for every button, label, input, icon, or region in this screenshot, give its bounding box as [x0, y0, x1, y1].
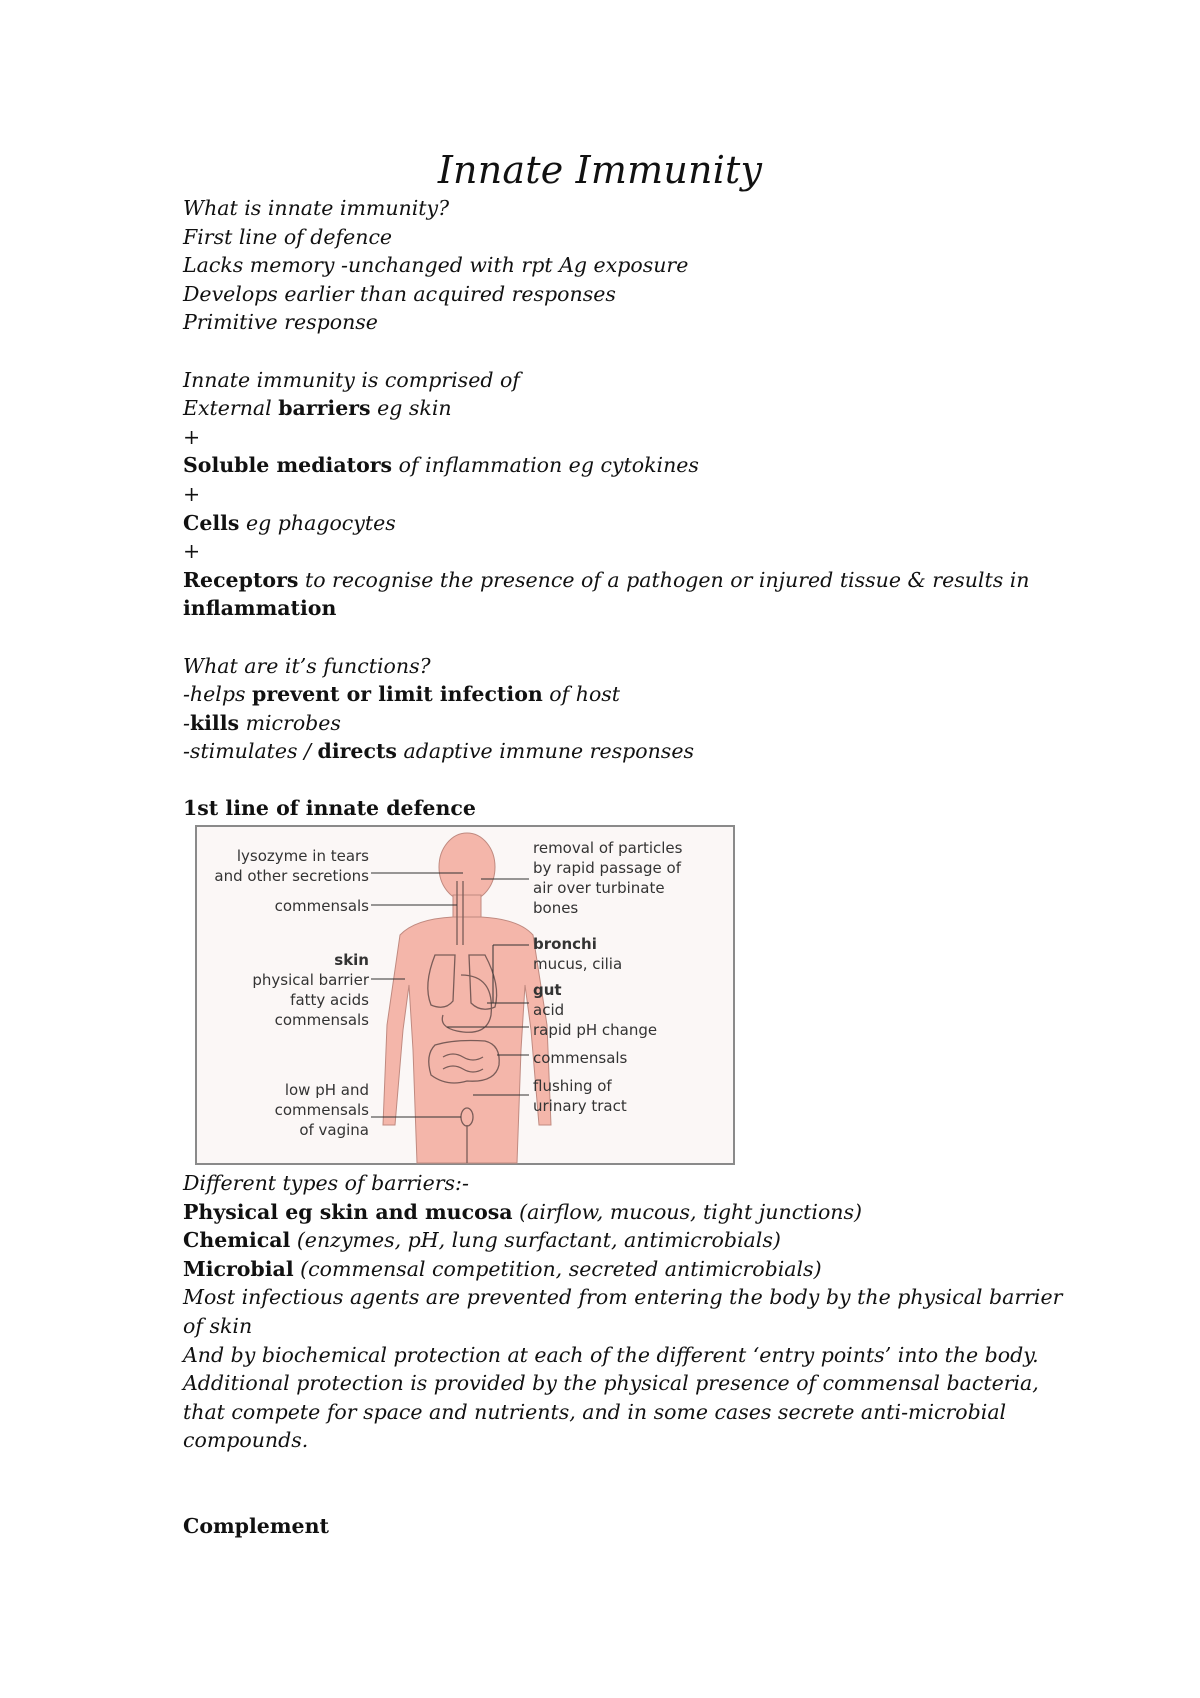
plus-sign: +: [183, 424, 201, 449]
label-removal-2: by rapid passage of: [533, 859, 682, 878]
label-low-ph: low pH and: [284, 1081, 369, 1100]
text-fragment: -: [183, 710, 190, 735]
bold-term: Chemical: [183, 1228, 291, 1253]
bold-term: kills: [189, 710, 240, 735]
comprised-mediators: [183, 451, 1063, 480]
label-acid: acid: [533, 1001, 565, 1020]
intro-question: What is innate immunity?: [183, 196, 450, 220]
bold-term: directs: [317, 739, 397, 764]
label-commensals: commensals: [274, 897, 369, 916]
label-gut: gut: [533, 981, 562, 1000]
text-fragment: (enzymes, pH, lung surfactant, antimicrobials): [290, 1228, 781, 1253]
text-fragment: of inflammation eg cytokines: [392, 453, 699, 478]
bold-term: Soluble mediators: [183, 453, 393, 478]
label-physical-barrier: physical barrier: [252, 971, 369, 990]
spacer: [183, 623, 1063, 652]
text-fragment: of host: [542, 682, 621, 707]
text-fragment: eg skin: [370, 396, 452, 421]
label-lysozyme-2: and other secretions: [214, 867, 369, 886]
comprised-lead: Innate immunity is comprised of: [183, 367, 520, 392]
text-fragment: eg phagocytes: [239, 510, 396, 535]
label-commensals-vagina: commensals: [274, 1101, 369, 1120]
label-bronchi: bronchi: [533, 935, 597, 954]
bold-term: barriers: [278, 396, 371, 421]
bold-term: Receptors: [183, 567, 299, 592]
label-removal-1: removal of particles: [533, 839, 683, 858]
label-removal-3: air over turbinate: [533, 879, 665, 898]
text-fragment: (airflow, mucous, tight junctions): [512, 1199, 863, 1224]
label-skin: skin: [334, 951, 369, 970]
barrier-diagram: [195, 825, 735, 1165]
text-fragment: External: [183, 396, 279, 421]
intro-point: Develops earlier than acquired responses: [183, 281, 616, 306]
page-title: Innate Immunity: [437, 148, 763, 192]
text-fragment: -helps: [183, 682, 252, 707]
section-heading-complement: Complement: [183, 1514, 329, 1539]
comprised-cells: [183, 509, 1063, 538]
barrier-type-physical: [183, 1198, 1063, 1227]
barrier-diagram-svg: [195, 825, 735, 1165]
label-fatty-acids: fatty acids: [290, 991, 369, 1010]
intro-point: First line of defence: [183, 224, 393, 249]
label-of-vagina: of vagina: [299, 1121, 369, 1140]
text-fragment: (commensal competition, secreted antimicrobials): [293, 1256, 822, 1281]
label-commensals-skin: commensals: [274, 1011, 369, 1030]
bold-term: prevent or limit infection: [251, 682, 543, 707]
bold-term: Physical eg skin and mucosa: [183, 1199, 513, 1224]
document-body: [183, 194, 1063, 1541]
label-removal-4: bones: [533, 899, 579, 918]
comprised-receptors: [183, 566, 1063, 595]
function-item: [183, 709, 1063, 738]
spacer: [183, 766, 1063, 795]
comprised-receptors-end: inflammation: [183, 596, 337, 621]
barrier-type-microbial: [183, 1255, 1063, 1284]
text-fragment: microbes: [239, 710, 341, 735]
section-heading-first-line: 1st line of innate defence: [183, 796, 476, 821]
text-fragment: to recognise the presence of a pathogen or injured tissue & results in: [298, 567, 1030, 592]
barrier-type-chemical: [183, 1226, 1063, 1255]
bold-term: Microbial: [183, 1256, 294, 1281]
barriers-lead: Different types of barriers:-: [183, 1171, 469, 1196]
label-lysozyme-1: lysozyme in tears: [236, 847, 369, 866]
spacer: [183, 1484, 1063, 1513]
bold-term: Cells: [183, 510, 240, 535]
comprised-barriers: [183, 394, 1063, 423]
barriers-paragraph-2: And by biochemical protection at each of the different ‘entry points’ into the body.: [183, 1342, 1039, 1367]
function-item: [183, 737, 1063, 766]
label-mucus: mucus, cilia: [533, 955, 623, 974]
plus-sign: +: [183, 481, 201, 506]
text-fragment: -stimulates /: [183, 739, 318, 764]
spacer: [183, 337, 1063, 366]
text-fragment: adaptive immune responses: [396, 739, 694, 764]
label-rapid-ph: rapid pH change: [533, 1021, 658, 1040]
intro-point: Lacks memory -unchanged with rpt Ag exposure: [183, 253, 689, 278]
label-commensals-gut: commensals: [533, 1049, 628, 1068]
intro-point: Primitive response: [183, 310, 378, 335]
label-flushing-1: flushing of: [533, 1077, 612, 1096]
label-flushing-2: urinary tract: [533, 1097, 627, 1116]
barriers-paragraph-3: Additional protection is provided by the physical presence of commensal bacteria, that compete for space and nutrients, and in some cases secrete anti-microbial compounds.: [183, 1371, 1039, 1453]
plus-sign: +: [183, 539, 201, 564]
functions-question: What are it’s functions?: [183, 653, 431, 678]
function-item: [183, 680, 1063, 709]
spacer: [183, 1455, 1063, 1484]
barriers-paragraph-1: Most infectious agents are prevented from entering the body by the physical barrier of skin: [183, 1285, 1063, 1339]
